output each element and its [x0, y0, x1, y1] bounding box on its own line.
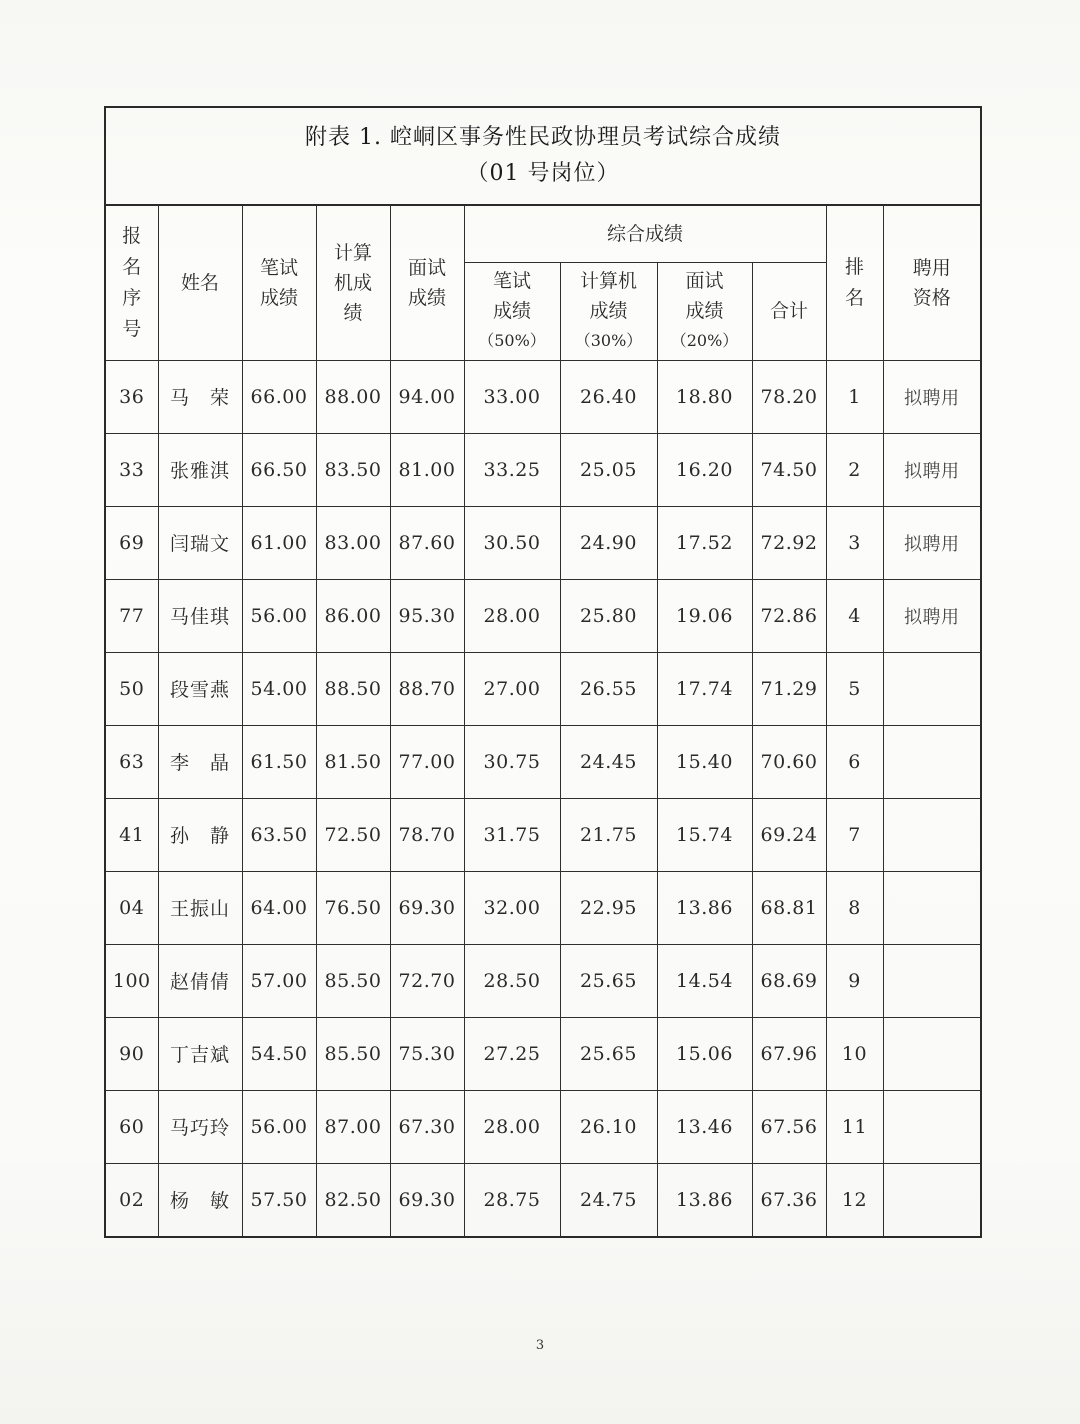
header-composite-interview: 面试 成绩 （20%） [657, 262, 752, 360]
table-row [106, 506, 980, 579]
composite-written-cell: 30.75 [464, 725, 560, 798]
composite-computer-cell: 25.80 [560, 579, 657, 652]
written-score-cell: 66.50 [242, 433, 316, 506]
table-row [106, 1090, 980, 1163]
composite-written-cell: 28.00 [464, 579, 560, 652]
header-reg-no: 报名序号 [106, 206, 158, 360]
composite-computer-cell: 25.65 [560, 944, 657, 1017]
written-score-cell: 56.00 [242, 1090, 316, 1163]
composite-computer-cell: 25.05 [560, 433, 657, 506]
written-score-cell: 66.00 [242, 360, 316, 433]
composite-computer-cell: 26.40 [560, 360, 657, 433]
rank-cell: 5 [826, 652, 883, 725]
name-cell: 杨 敏 [158, 1163, 242, 1236]
qualification-cell [883, 652, 980, 725]
rank-cell: 9 [826, 944, 883, 1017]
computer-score-cell: 83.50 [316, 433, 390, 506]
composite-computer-cell: 24.45 [560, 725, 657, 798]
total-cell: 72.86 [752, 579, 826, 652]
header-written: 笔试 成绩 [242, 206, 316, 360]
composite-written-cell: 33.00 [464, 360, 560, 433]
score-sheet [104, 106, 982, 1238]
written-score-cell: 57.50 [242, 1163, 316, 1236]
rank-cell: 10 [826, 1017, 883, 1090]
name-cell: 丁吉斌 [158, 1017, 242, 1090]
total-cell: 67.56 [752, 1090, 826, 1163]
computer-score-cell: 83.00 [316, 506, 390, 579]
composite-written-cell: 28.50 [464, 944, 560, 1017]
composite-written-cell: 30.50 [464, 506, 560, 579]
header-name: 姓名 [158, 206, 242, 360]
written-score-cell: 54.50 [242, 1017, 316, 1090]
composite-interview-cell: 19.06 [657, 579, 752, 652]
qualification-cell [883, 725, 980, 798]
computer-score-cell: 85.50 [316, 1017, 390, 1090]
header-qualification: 聘用 资格 [883, 206, 980, 360]
composite-computer-cell: 24.90 [560, 506, 657, 579]
composite-computer-cell: 26.10 [560, 1090, 657, 1163]
composite-written-cell: 27.25 [464, 1017, 560, 1090]
written-score-cell: 54.00 [242, 652, 316, 725]
page-number: 3 [535, 1338, 545, 1353]
reg-no-cell: 41 [106, 798, 158, 871]
qualification-cell [883, 1017, 980, 1090]
written-score-cell: 63.50 [242, 798, 316, 871]
reg-no-cell: 90 [106, 1017, 158, 1090]
qualification-cell [883, 798, 980, 871]
computer-score-cell: 76.50 [316, 871, 390, 944]
name-cell: 张雅淇 [158, 433, 242, 506]
composite-computer-cell: 21.75 [560, 798, 657, 871]
table-row [106, 871, 980, 944]
qualification-cell: 拟聘用 [883, 506, 980, 579]
header-composite-written: 笔试 成绩 （50%） [464, 262, 560, 360]
computer-score-cell: 88.50 [316, 652, 390, 725]
reg-no-cell: 50 [106, 652, 158, 725]
table-row [106, 433, 980, 506]
table-row [106, 360, 980, 433]
rank-cell: 2 [826, 433, 883, 506]
composite-written-cell: 32.00 [464, 871, 560, 944]
computer-score-cell: 86.00 [316, 579, 390, 652]
total-cell: 72.92 [752, 506, 826, 579]
computer-score-cell: 72.50 [316, 798, 390, 871]
rank-cell: 4 [826, 579, 883, 652]
total-cell: 70.60 [752, 725, 826, 798]
table-row [106, 944, 980, 1017]
composite-computer-cell: 22.95 [560, 871, 657, 944]
table-row [106, 1017, 980, 1090]
composite-interview-cell: 15.74 [657, 798, 752, 871]
total-cell: 74.50 [752, 433, 826, 506]
rank-cell: 12 [826, 1163, 883, 1236]
interview-score-cell: 77.00 [390, 725, 464, 798]
qualification-cell [883, 1090, 980, 1163]
composite-interview-cell: 15.40 [657, 725, 752, 798]
computer-score-cell: 82.50 [316, 1163, 390, 1236]
total-cell: 78.20 [752, 360, 826, 433]
total-cell: 67.96 [752, 1017, 826, 1090]
table-title [106, 108, 980, 206]
qualification-cell: 拟聘用 [883, 579, 980, 652]
interview-score-cell: 69.30 [390, 1163, 464, 1236]
interview-score-cell: 78.70 [390, 798, 464, 871]
composite-written-cell: 33.25 [464, 433, 560, 506]
header-composite-computer: 计算机 成绩 （30%） [560, 262, 657, 360]
written-score-cell: 57.00 [242, 944, 316, 1017]
qualification-cell: 拟聘用 [883, 433, 980, 506]
interview-score-cell: 81.00 [390, 433, 464, 506]
interview-score-cell: 69.30 [390, 871, 464, 944]
title-line-2: （01 号岗位） [466, 161, 620, 186]
composite-computer-cell: 25.65 [560, 1017, 657, 1090]
composite-interview-cell: 13.86 [657, 871, 752, 944]
qualification-cell [883, 944, 980, 1017]
written-score-cell: 64.00 [242, 871, 316, 944]
qualification-cell [883, 871, 980, 944]
composite-interview-cell: 17.52 [657, 506, 752, 579]
table-row [106, 798, 980, 871]
interview-score-cell: 75.30 [390, 1017, 464, 1090]
interview-score-cell: 88.70 [390, 652, 464, 725]
interview-score-cell: 67.30 [390, 1090, 464, 1163]
composite-interview-cell: 13.86 [657, 1163, 752, 1236]
composite-written-cell: 27.00 [464, 652, 560, 725]
name-cell: 马巧玲 [158, 1090, 242, 1163]
reg-no-cell: 04 [106, 871, 158, 944]
total-cell: 68.69 [752, 944, 826, 1017]
composite-interview-cell: 17.74 [657, 652, 752, 725]
name-cell: 马佳琪 [158, 579, 242, 652]
computer-score-cell: 81.50 [316, 725, 390, 798]
composite-computer-cell: 26.55 [560, 652, 657, 725]
interview-score-cell: 95.30 [390, 579, 464, 652]
name-cell: 马 荣 [158, 360, 242, 433]
interview-score-cell: 94.00 [390, 360, 464, 433]
table-row [106, 579, 980, 652]
table-row [106, 1163, 980, 1236]
total-cell: 67.36 [752, 1163, 826, 1236]
total-cell: 71.29 [752, 652, 826, 725]
table-row [106, 725, 980, 798]
name-cell: 孙 静 [158, 798, 242, 871]
rank-cell: 7 [826, 798, 883, 871]
composite-interview-cell: 18.80 [657, 360, 752, 433]
total-cell: 69.24 [752, 798, 826, 871]
reg-no-cell: 02 [106, 1163, 158, 1236]
composite-written-cell: 28.75 [464, 1163, 560, 1236]
name-cell: 李 晶 [158, 725, 242, 798]
reg-no-cell: 69 [106, 506, 158, 579]
composite-interview-cell: 14.54 [657, 944, 752, 1017]
composite-interview-cell: 15.06 [657, 1017, 752, 1090]
table-row [106, 652, 980, 725]
rank-cell: 1 [826, 360, 883, 433]
header-interview: 面试 成绩 [390, 206, 464, 360]
composite-written-cell: 31.75 [464, 798, 560, 871]
rank-cell: 11 [826, 1090, 883, 1163]
score-table [106, 206, 980, 1236]
header-computer: 计算 机成 绩 [316, 206, 390, 360]
header-total: 合计 [752, 262, 826, 360]
computer-score-cell: 87.00 [316, 1090, 390, 1163]
composite-interview-cell: 16.20 [657, 433, 752, 506]
reg-no-cell: 36 [106, 360, 158, 433]
computer-score-cell: 85.50 [316, 944, 390, 1017]
qualification-cell: 拟聘用 [883, 360, 980, 433]
interview-score-cell: 87.60 [390, 506, 464, 579]
written-score-cell: 61.00 [242, 506, 316, 579]
reg-no-cell: 77 [106, 579, 158, 652]
rank-cell: 8 [826, 871, 883, 944]
qualification-cell [883, 1163, 980, 1236]
header-composite: 综合成绩 [464, 206, 826, 262]
written-score-cell: 56.00 [242, 579, 316, 652]
name-cell: 闫瑞文 [158, 506, 242, 579]
reg-no-cell: 33 [106, 433, 158, 506]
rank-cell: 6 [826, 725, 883, 798]
header-rank: 排名 [826, 206, 883, 360]
interview-score-cell: 72.70 [390, 944, 464, 1017]
rank-cell: 3 [826, 506, 883, 579]
computer-score-cell: 88.00 [316, 360, 390, 433]
name-cell: 赵倩倩 [158, 944, 242, 1017]
reg-no-cell: 63 [106, 725, 158, 798]
name-cell: 王振山 [158, 871, 242, 944]
composite-computer-cell: 24.75 [560, 1163, 657, 1236]
composite-interview-cell: 13.46 [657, 1090, 752, 1163]
reg-no-cell: 100 [106, 944, 158, 1017]
composite-written-cell: 28.00 [464, 1090, 560, 1163]
title-line-1: 附表 1. 崆峒区事务性民政协理员考试综合成绩 [305, 125, 781, 150]
total-cell: 68.81 [752, 871, 826, 944]
name-cell: 段雪燕 [158, 652, 242, 725]
written-score-cell: 61.50 [242, 725, 316, 798]
reg-no-cell: 60 [106, 1090, 158, 1163]
